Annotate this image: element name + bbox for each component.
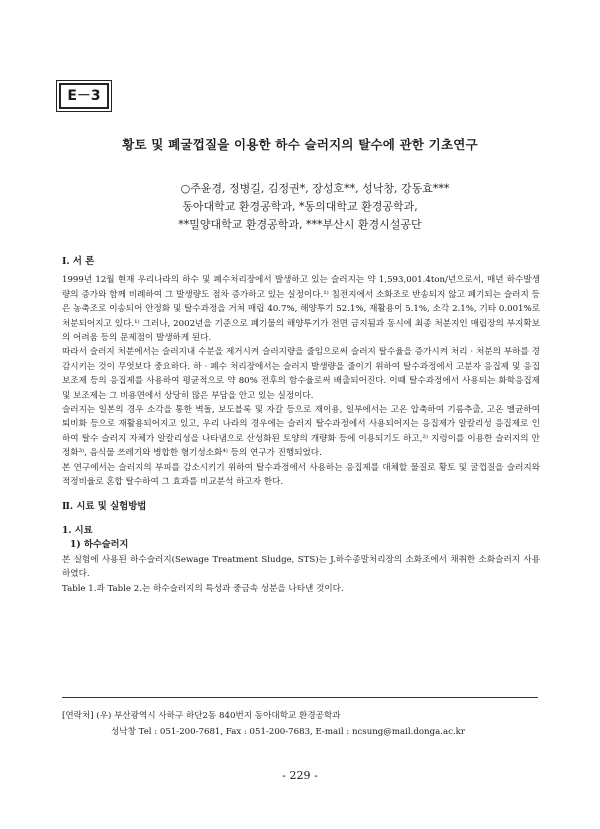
footnote-divider — [62, 697, 538, 698]
affiliation-line-2: **밀양대학교 환경공학과, ***부산시 환경시설공단 — [178, 218, 422, 231]
intro-paragraph-2: 따라서 슬러지 처분에서는 슬러지내 수분을 제거시켜 슬러지량을 줄임으로써 슬러지 탈수율을 증가시켜 처리 · 처분의 부하를 경감시키는 것이 무엇보다 중요하다. 하 · 폐수 처리장에서는 슬러지 발생량을 줄이기 위하여 탈수과정에서 고분자 응집제 및 응집보조제 등의 응집제를 사용하여 평균적으로 약 80% 전후의 함수율로써 배출되어진다. 이때 탈수과정에서 사용되는 화학응집제 및 보조제는 그 비용면에서 상당히 많은 부담을 안고 있는 실정이다. — [62, 347, 540, 401]
author-block — [0, 180, 600, 234]
section-heading-introduction: Ⅰ. 서 론 — [62, 256, 95, 267]
session-code-box: E－3 — [59, 83, 109, 109]
contact-details: 성낙창 Tel : 051-200-7681, Fax : 051-200-7683, E-mail : ncsung@mail.donga.ac.kr — [111, 727, 465, 737]
paper-title: 황토 및 폐굴껍질을 이용한 하수 슬러지의 탈수에 관한 기초연구 — [122, 137, 478, 152]
intro-paragraph-4: 본 연구에서는 슬러지의 부피를 감소시키기 위하여 탈수과정에서 사용하는 응집제를 대체할 물질로 황토 및 굴껍질을 슬러지와 적정비율로 혼합 탈수하여 그 효과를 비교분석 하고자 한다. — [62, 462, 540, 488]
author-names: ○주윤경, 정병길, 김정권*, 장성호**, 성낙창, 강동효*** — [180, 182, 450, 195]
body-text — [62, 255, 540, 596]
contact-address: [연락처] (우) 부산광역시 사하구 하단2동 840번지 동아대학교 환경공학과 — [62, 711, 341, 721]
contact-footnote — [62, 708, 540, 740]
methods-paragraph-2: Table 1.과 Table 2.는 하수슬러지의 특성과 중금속 성분을 나타낸 것이다. — [62, 583, 344, 594]
methods-paragraph-1: 본 실험에 사용된 하수슬러지(Sewage Treatment Sludge, STS)는 J.하수종말처리장의 소화조에서 채취한 소화슬러지 사용하였다. — [62, 554, 540, 580]
subsection-heading-sludge: 1) 하수슬러지 — [70, 539, 129, 551]
intro-paragraph-1: 1999년 12월 현재 우리나라의 하수 및 폐수처리장에서 발생하고 있는 슬러지는 약 1,593,001.4ton/년으로서, 매년 하수발생량의 증가와 함께 비례하여 그 발생량도 점차 증가하고 있는 실정이다.¹⁾ 침전지에서 소화조로 반송되지 않고 폐기되는 슬러지 등은 농축조로 이송되어 안정화 및 탈수과정을 거쳐 매립 40.7%, 해양투기 52.1%, 재활용이 5.1%, 소각 2.1%, 기타 0.001%로 처분되어지고 있다.¹⁾ 그러나, 2002년을 기준으로 폐기물의 해양투기가 전면 금지됨과 동시에 최종 처분지인 매립장의 부지확보의 어려움 등의 문제점이 발생하게 된다. — [62, 275, 540, 344]
intro-paragraph-3: 슬러지는 일본의 경우 소각을 통한 벽돌, 보도블록 및 자갈 등으로 재이용, 일부에서는 고온 압축하여 기름추출, 고온 멜균하여 퇴비화 등으로 재활용되어지고 있고, 우리 나라의 경우에는 슬러지 탈수과정에서 사용되어지는 응집제가 알칼리성 응집제로 인하여 탈수 슬러지 자체가 알칼리성을 나타냄으로 산성화된 토양의 개량화 등에 이용되기도 하고,²⁾ 지렁이를 이용한 슬러지의 안정화³⁾, 음식물 쓰레기와 병합한 혐기성소화⁴⁾ 등의 연구가 진행되었다. — [62, 405, 540, 459]
section-heading-methods: Ⅱ. 시료 및 실험방법 — [62, 500, 147, 512]
affiliation-line-1: 동아대학교 환경공학과, *동의대학교 환경공학과, — [182, 200, 418, 213]
subsection-heading-sample: 1. 시료 — [62, 524, 93, 536]
page-number: - 229 - — [282, 769, 318, 782]
